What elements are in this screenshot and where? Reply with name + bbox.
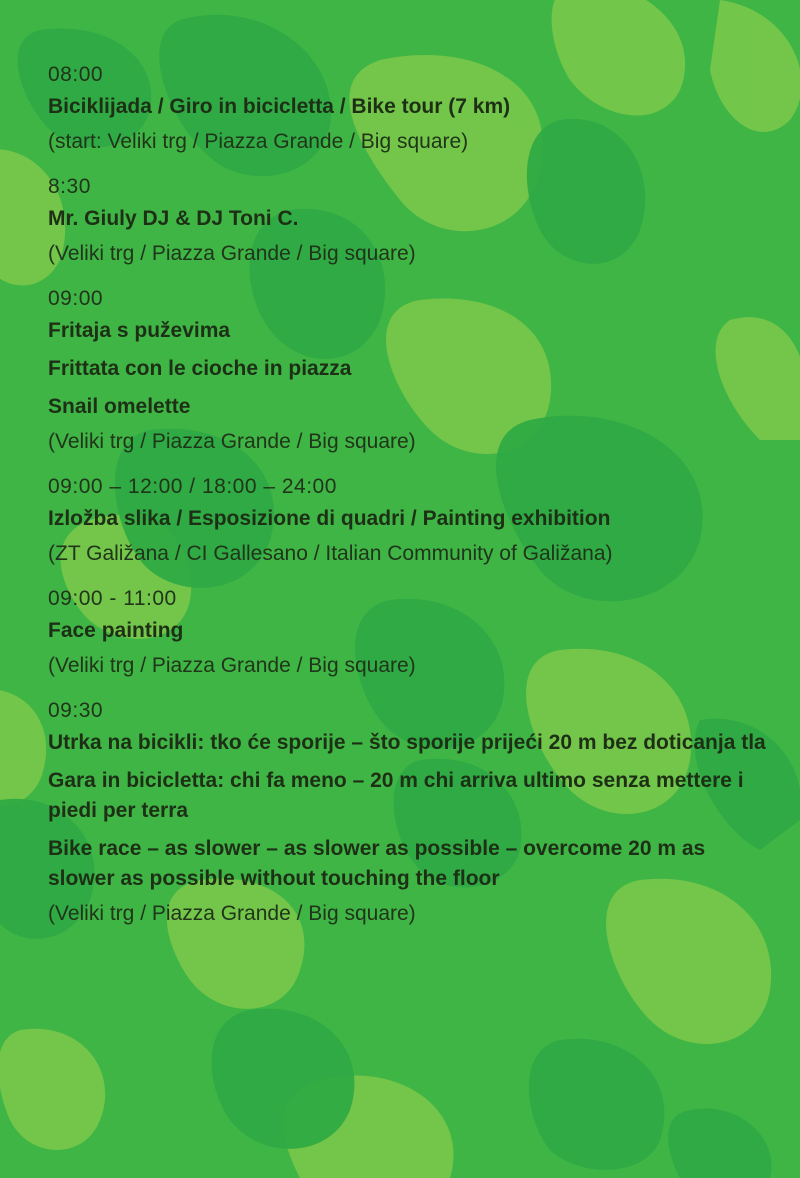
event-title: Bike race – as slower – as slower as possible – overcome 20 m as slower as possible without touching the floor — [48, 837, 706, 890]
event-title: Snail omelette — [48, 395, 191, 418]
event-venue: (Veliki trg / Piazza Grande / Big square) — [48, 902, 416, 925]
event-title: Fritaja s puževima — [48, 319, 231, 342]
event-venue: (ZT Galižana / CI Gallesano / Italian Community of Galižana) — [48, 542, 613, 565]
event-schedule — [48, 64, 768, 948]
event-item — [48, 176, 768, 266]
event-time: 09:30 — [48, 699, 104, 722]
event-venue: (Veliki trg / Piazza Grande / Big square) — [48, 242, 416, 265]
event-item — [48, 476, 768, 566]
event-venue: (Veliki trg / Piazza Grande / Big square) — [48, 654, 416, 677]
event-item — [48, 64, 768, 154]
event-title: Frittata con le cioche in piazza — [48, 357, 352, 380]
event-title: Biciklijada / Giro in bicicletta / Bike tour (7 km) — [48, 95, 511, 118]
event-title: Izložba slika / Esposizione di quadri / Painting exhibition — [48, 507, 611, 530]
event-time: 8:30 — [48, 175, 91, 198]
event-item — [48, 588, 768, 678]
event-venue: (start: Veliki trg / Piazza Grande / Big square) — [48, 130, 469, 153]
event-item — [48, 700, 768, 926]
event-venue: (Veliki trg / Piazza Grande / Big square) — [48, 430, 416, 453]
event-time: 09:00 — [48, 287, 104, 310]
event-time: 08:00 — [48, 63, 104, 86]
event-title: Utrka na bicikli: tko će sporije – što sporije prijeći 20 m bez doticanja tla — [48, 731, 766, 754]
event-time: 09:00 – 12:00 / 18:00 – 24:00 — [48, 475, 337, 498]
event-time: 09:00 - 11:00 — [48, 587, 177, 610]
event-title: Mr. Giuly DJ & DJ Toni C. — [48, 207, 299, 230]
event-title: Gara in bicicletta: chi fa meno – 20 m chi arriva ultimo senza mettere i piedi per terra — [48, 769, 744, 822]
event-title: Face painting — [48, 619, 184, 642]
event-item — [48, 288, 768, 454]
